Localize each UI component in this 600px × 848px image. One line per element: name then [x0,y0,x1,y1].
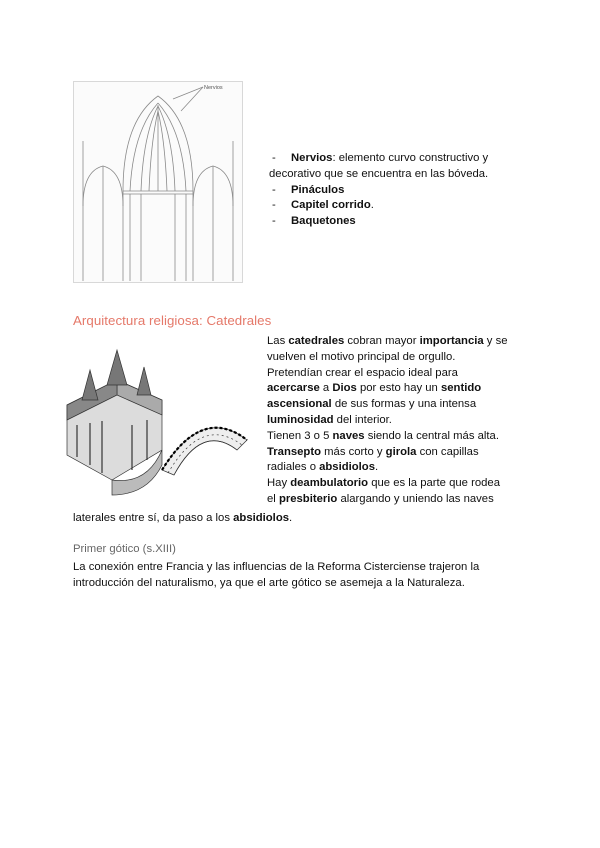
text-line: La conexión entre Francia y las influencias de la Reforma Cisterciense trajeron la [73,561,480,573]
text-line: Transepto más corto y girola con capillas [267,445,479,458]
vault-ribs-drawing [73,81,243,283]
text-line: Pretendían crear el espacio ideal para [267,366,458,379]
subheading: Primer gótico (s.XIII) [73,543,176,555]
text-line: introducción del naturalismo, ya que el arte gótico se asemeja a la Naturaleza. [73,576,465,589]
list-text: . [370,199,374,212]
list-item [270,198,515,214]
list-item [270,214,515,230]
list-item [270,183,515,199]
text-line: acercarse a Dios por esto hay un sentido [267,382,482,395]
text-line: radiales o absidiolos. [267,461,379,474]
cathedral-drawing [62,345,262,500]
list-term: Nervios [291,152,333,164]
list-item [270,151,515,183]
text-line: Las catedrales cobran mayor importancia y se [267,335,508,347]
text-line: Hay deambulatorio que es la parte que rodea [267,477,500,490]
list-term: Capitel corrido [291,199,371,212]
primer-paragraph [73,560,533,592]
text-line: ascensional de sus formas y una intensa [267,398,477,411]
list-dash: - [272,183,276,196]
list-dash: - [272,199,276,212]
vault-ribs-figure [73,81,243,283]
list-term: Pináculos [291,183,345,196]
text-line: luminosidad del interior. [267,413,392,426]
text-line: vuelven el motivo principal de orgullo. [267,350,456,363]
text-line: Tienen 3 o 5 naves siendo la central más alta. [267,429,499,442]
list-term: Baquetones [291,215,356,228]
list-text: : elemento curvo constructivo y [332,152,489,164]
cathedral-figure [62,345,262,500]
text-line: el presbiterio alargando y uniendo las naves [267,492,494,505]
text-line: laterales entre sí, da paso a los absidiolos. [73,512,293,524]
list-dash: - [272,152,276,164]
list-dash: - [272,215,276,228]
section-heading: Arquitectura religiosa: Catedrales [73,313,272,328]
figure-label: Nervios [204,85,223,91]
cathedral-paragraph [267,334,537,508]
list-continuation: decorativo que se encuentra en las bóveda. [269,167,489,180]
element-list [270,151,515,230]
